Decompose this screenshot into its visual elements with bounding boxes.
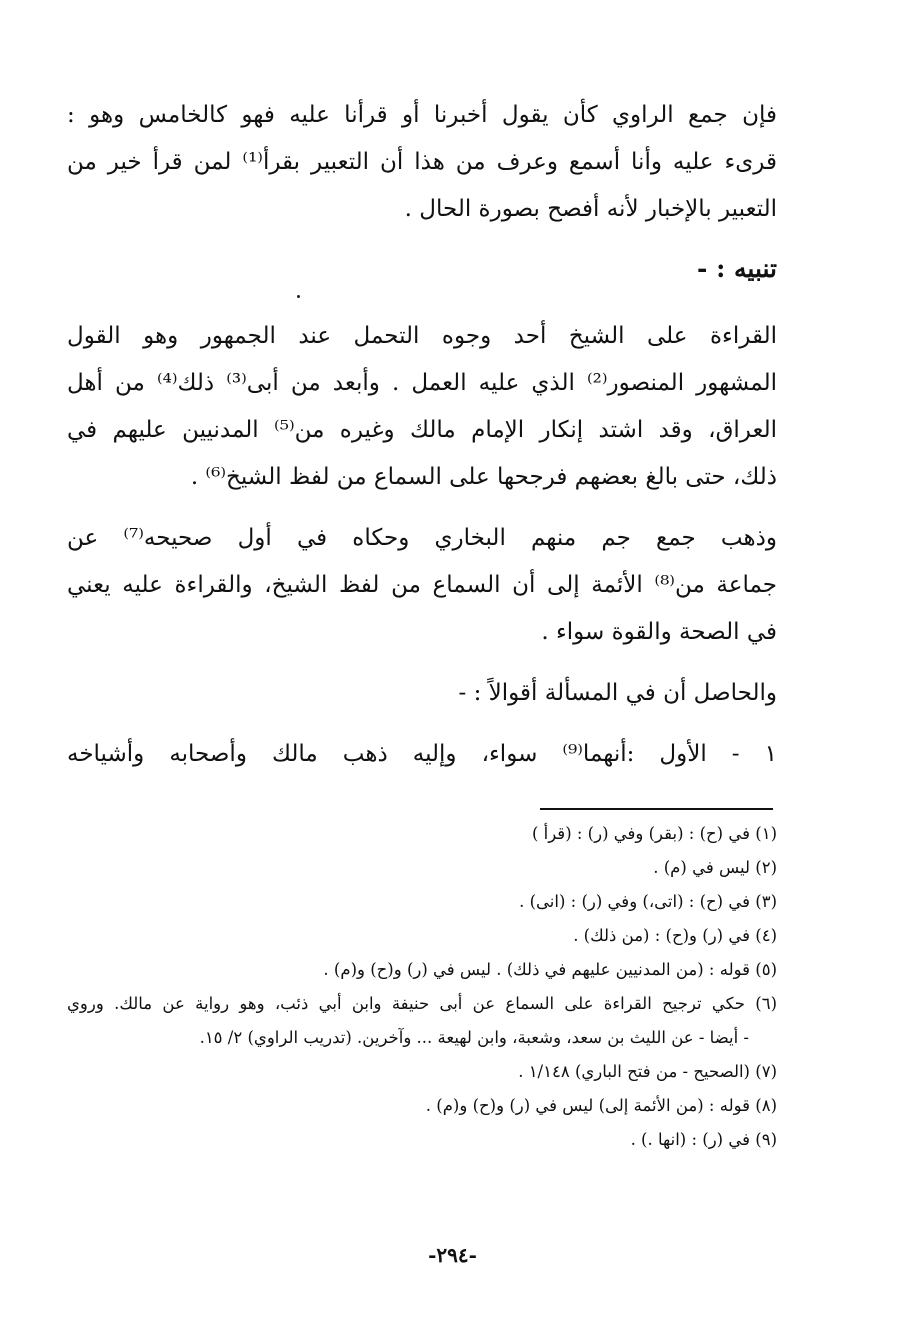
paragraph-5-line-1: ١ - الأول :أنهما⁽⁹⁾ سواء، وإليه ذهب مالك وأصحابه وأشياخه <box>67 741 777 767</box>
paragraph-3-line-3: في الصحة والقوة سواء . <box>541 619 777 645</box>
footnote-2: (٢) ليس في (م) . <box>653 858 777 877</box>
footnote-9: (٩) في (ر) : (انها .) . <box>630 1130 777 1149</box>
footnotes <box>67 817 777 1157</box>
page-number: -٢٩٤- <box>428 1243 477 1267</box>
paragraph-2-line-4: ذلك، حتى بالغ بعضهم فرجحها على السماع من لفظ الشيخ⁽⁶⁾ . <box>190 464 777 490</box>
footnote-4: (٤) في (ر) و(ح) : (من ذلك) . <box>573 926 777 945</box>
footnote-6-line-2: - أيضا - عن الليث بن سعد، وشعبة، وابن لهيعة ... وآخرين. (تدريب الراوي) ٢/ ١٥. <box>199 1028 749 1047</box>
section-heading: تنبيه : - <box>696 254 777 283</box>
paragraph-2-line-2: المشهور المنصور⁽²⁾ الذي عليه العمل . وأبعد من أبى⁽³⁾ ذلك⁽⁴⁾ من أهل <box>67 370 777 396</box>
paragraph-4-line-1: والحاصل أن في المسألة أقوالاً : - <box>458 680 777 706</box>
footnote-6-line-1: (٦) حكي ترجيح القراءة على السماع عن أبى حنيفة وابن أبي ذئب، وهو رواية عن مالك. وروي <box>67 994 777 1013</box>
footnote-3: (٣) في (ح) : (اتى،) وفي (ر) : (انى) . <box>519 892 777 911</box>
footnote-1: (١) في (ح) : (بقر) وفي (ر) : (قرأ ) <box>531 824 777 843</box>
paragraph-2-line-1: القراءة على الشيخ أحد وجوه التحمل عند الجمهور وهو القول <box>67 323 777 349</box>
footnote-8: (٨) قوله : (من الأئمة إلى) ليس في (ر) و(ح) و(م) . <box>425 1096 777 1115</box>
paragraph-1-line-1: فإن جمع الراوي كأن يقول أخبرنا أو قرأنا عليه فهو كالخامس وهو : <box>67 102 777 128</box>
footnote-separator <box>540 808 773 810</box>
paragraph-3-line-1: وذهب جمع جم منهم البخاري وحكاه في أول صحيحه⁽⁷⁾ عن <box>67 525 777 551</box>
paragraph-3-line-2: جماعة من⁽⁸⁾ الأئمة إلى أن السماع من لفظ الشيخ، والقراءة عليه يعني <box>67 572 777 598</box>
paragraph-1-line-2: قرىء عليه وأنا أسمع وعرف من هذا أن التعبير بقرأ⁽¹⁾ لمن قرأ خير من <box>67 149 777 175</box>
footnote-7: (٧) (الصحيح - من فتح الباري) ١/١٤٨ . <box>518 1062 777 1081</box>
paragraph-2-line-3: العراق، وقد اشتد إنكار الإمام مالك وغيره من⁽⁵⁾ المدنيين عليهم في <box>67 417 777 443</box>
stray-dot <box>67 303 777 313</box>
footnote-5: (٥) قوله : (من المدنيين عليهم في ذلك) . ليس في (ر) و(ح) و(م) . <box>323 960 777 979</box>
main-text <box>67 92 777 778</box>
paragraph-1-line-3: التعبير بالإخبار لأنه أفصح بصورة الحال . <box>404 196 777 222</box>
